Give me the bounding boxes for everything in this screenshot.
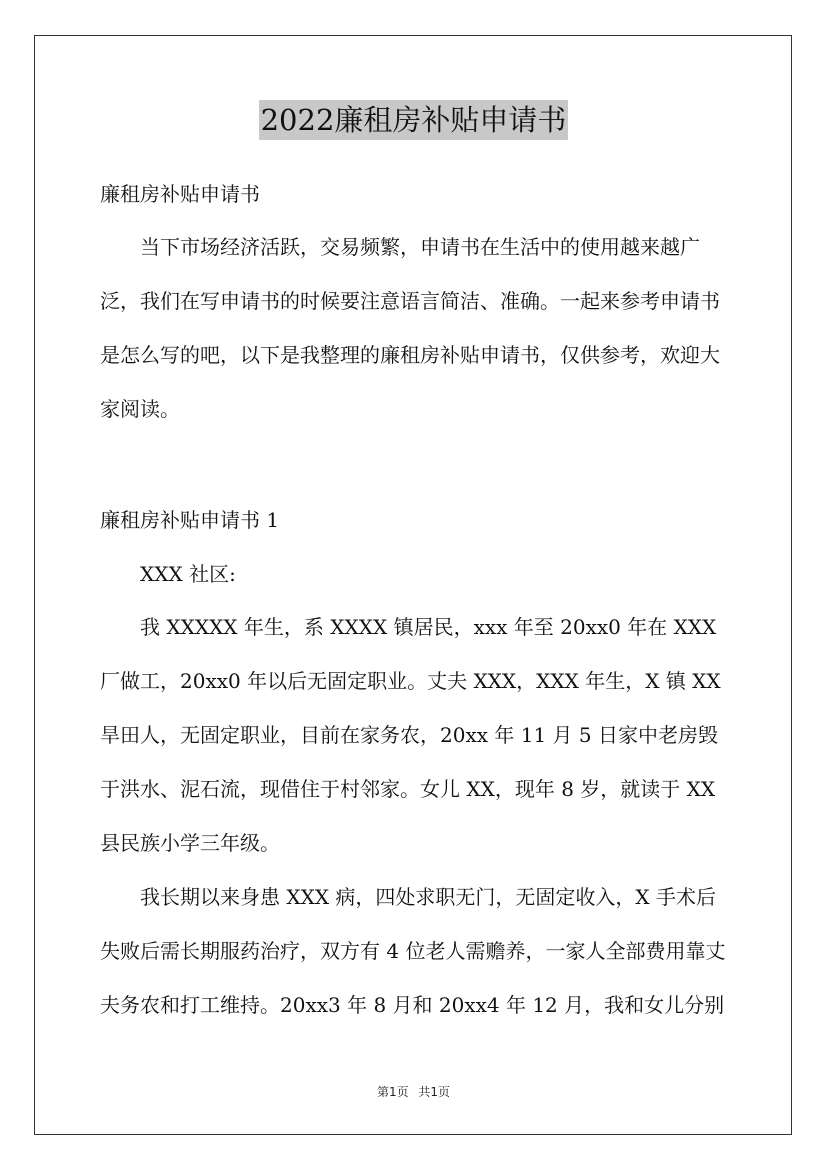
body-paragraph-1: 我 XXXXX 年生，系 XXXX 镇居民，xxx 年至 20xx0 年在 XXX 厂做工，20xx0 年以后无固定职业。丈夫 XXX，XXX 年生，X 镇 XX 旱田人，无固定职业，目前在家务农，20xx 年 11 月 5 日家中老房毁于洪水、泥石流，现借住于村邻家。女儿 XX，现年 8 岁，就读于 XX 县民族小学三年级。 (100, 615, 721, 855)
page-total: 共1页 (418, 1085, 451, 1099)
document-subtitle: 廉租房补贴申请书 (100, 182, 260, 206)
body-paragraph-2: 我长期以来身患 XXX 病，四处求职无门，无固定收入，X 手术后失败后需长期服药治疗，双方有 4 位老人需赡养，一家人全部费用靠丈夫务农和打工维持。20xx3 年 8 月和 20xx4 年 12 月，我和女儿分别 (100, 885, 726, 1017)
page-number: 第1页 (376, 1085, 409, 1099)
page-footer (0, 1083, 827, 1100)
salutation: XXX 社区: (140, 562, 236, 586)
section-title: 廉租房补贴申请书 1 (100, 508, 280, 532)
title-wrap (0, 100, 827, 140)
document-title: 2022廉租房补贴申请书 (259, 100, 569, 140)
intro-paragraph: 当下市场经济活跃，交易频繁，申请书在生活中的使用越来越广泛，我们在写申请书的时候要注意语言简洁、准确。一起来参考申请书是怎么写的吧，以下是我整理的廉租房补贴申请书，仅供参考，欢迎大家阅读。 (100, 235, 720, 421)
